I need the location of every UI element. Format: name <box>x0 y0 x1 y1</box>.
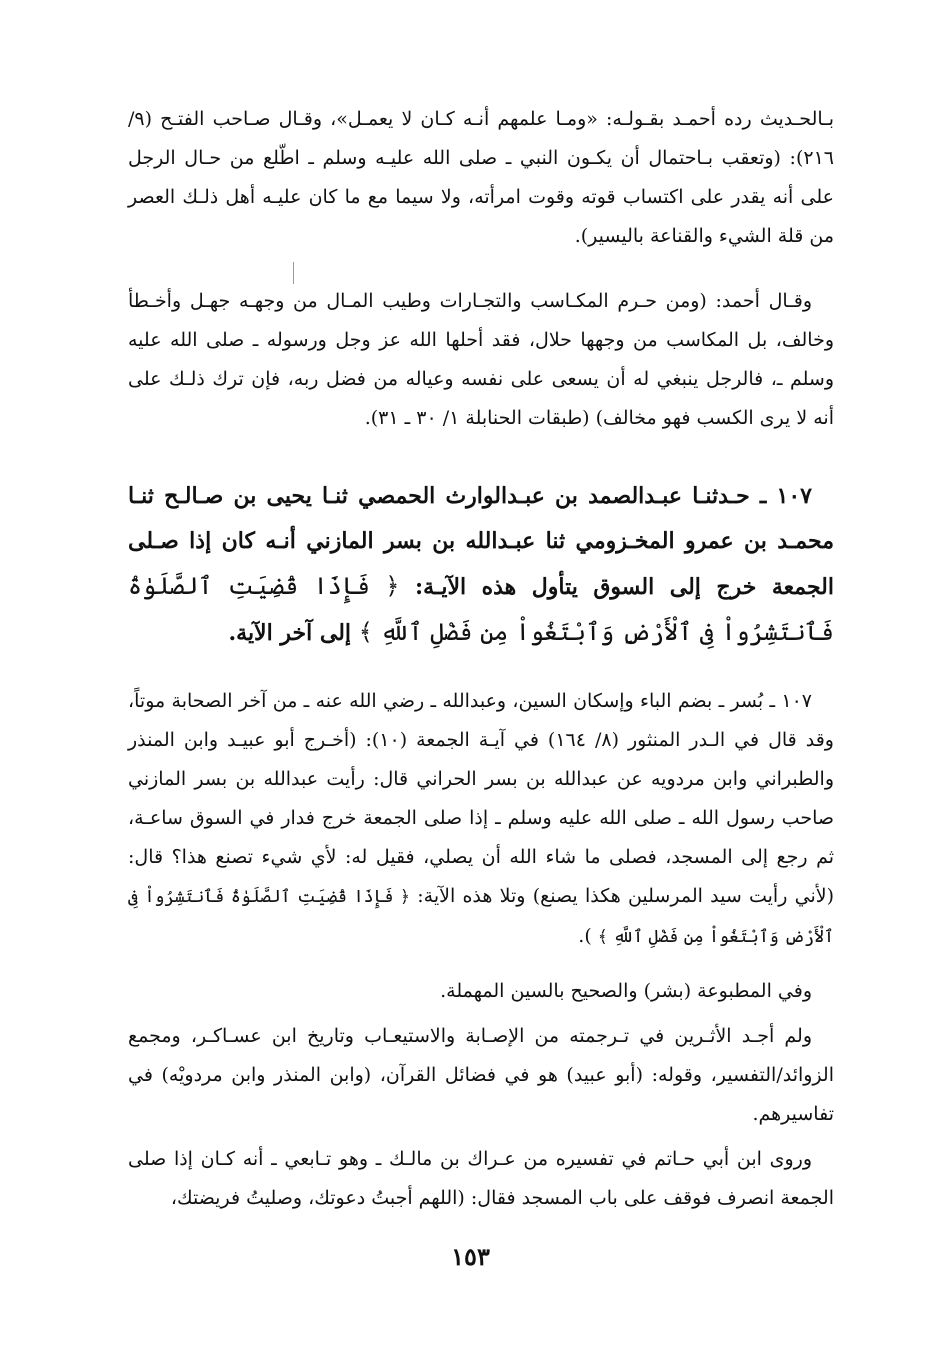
quran-verse: ﴿ فَإِذَا قُضِيَتِ ٱلصَّلَوٰةُ فَٱنتَشِرُواْ فِى ٱلْأَرْضِ وَٱبْتَغُواْ مِن فَضْلِ ٱللَّهِ ﴾ <box>128 572 834 646</box>
paragraph-text: ولم أجـد الأثـرين في تـرجمته من الإصـابة والاستيعـاب وتاريخ ابن عسـاكـر، ومجمع الزوائد/التفسير، وقوله: (أبو عبيد) هو في فضائل القرآن، (وابن المنذر وابن مردويْه) في تفاسيرهم. <box>128 1025 834 1125</box>
hadith-107 <box>128 474 834 656</box>
print-mark <box>293 262 294 284</box>
footnote-ending: ). <box>578 925 592 947</box>
hadith-text <box>128 474 834 656</box>
footnote-text <box>128 682 834 957</box>
footnote-body: ١٠٧ ـ بُسر ـ بضم الباء وإسكان السين، وعبدالله ـ رضي الله عنه ـ من آخر الصحابة موتاً، وقد قال في الـدر المنثور (٨/ ١٦٤) في آيـة الجمعة (١٠): (أخـرج أبو عبيـد وابن المنذر والطبراني وابن مردويه عن عبدالله بن بسر الحراني قال: رأيت عبدالله بن بسر المازني صاحب رسول الله ـ صلى الله عليه وسلم ـ إذا صلى الجمعة خرج فدار في السوق ساعـة، ثم رجع إلى المسجد، فصلى ما شاء الله أن يصلي، فقيل له: لأي شيء تصنع هذا؟ قال: (لأني رأيت سيد المرسلين هكذا يصنع) وتلا هذه الآية: <box>128 690 834 907</box>
quran-verse-inline: ﴿ فَإِذَا قُضِيَتِ ٱلصَّلَوٰةُ فَٱنتَشِرُواْ فِى ٱلْأَرْضِ وَٱبْتَغُواْ مِن فَضْلِ ٱللَّهِ ﴾ <box>128 887 834 947</box>
paragraph-sources <box>128 1017 834 1134</box>
footnote-107 <box>128 682 834 957</box>
page-number: ١٥٣ <box>451 1242 490 1271</box>
paragraph-continuation <box>128 100 834 256</box>
paragraph-text: وفي المطبوعة (بشر) والصحيح بالسين المهملة. <box>440 980 812 1002</box>
paragraph-ahmad-quote <box>128 282 834 438</box>
paragraph-ibn-abi-hatim <box>128 1140 834 1218</box>
hadith-chain: ١٠٧ ـ حـدثنـا عبـدالصمد بن عبـدالوارث الحمصي ثنـا يحيى بن صـالـح ثنـا محمـد بن عمرو المخـزومي ثنا عبـدالله بن بسر المازني أنـه كان إذا صـلى الجمعة خرج إلى السوق يتأول هذه الآيـة: <box>128 483 834 600</box>
paragraph-text: بـالحـديث رده أحمـد بقـولـه: «ومـا علمهم أنـه كـان لا يعمـل»، وقـال صـاحب الفتـح (٩/ ٢١٦): (وتعقب بـاحتمال أن يكـون النبي ـ صلى الله عليـه وسلم ـ اطّلع من حـال الرجل على أنه يقدر على اكتساب قوته وقوت امرأته، ولا سيما مع ما كان عليـه أهل ذلـك العصر من قلة الشيء والقناعة باليسير). <box>128 108 834 247</box>
hadith-ending: إلى آخر الآية. <box>228 620 352 646</box>
paragraph-text: وروى ابن أبي حـاتم في تفسيره من عـراك بن مالـك ـ وهو تـابعي ـ أنه كـان إذا صلى الجمعة انصرف فوقف على باب المسجد فقال: (اللهم أجبتُ دعوتك، وصليتُ فريضتك، <box>128 1148 834 1209</box>
paragraph-print-note <box>128 972 834 1011</box>
paragraph-text: وقـال أحمد: (ومن حـرم المكـاسب والتجـارات وطيب المـال من وجهـه جهـل وأخـطأ وخالف، بل المكاسب من وجهها حلال، فقد أحلها الله عز وجل ورسوله ـ صلى الله عليه وسلم ـ، فالرجل ينبغي له أن يسعى على نفسه وعياله من فضل ربه، فإن ترك ذلـك على أنه لا يرى الكسب فهو مخالف) (طبقات الحنابلة ١/ ٣٠ ـ ٣١). <box>128 290 834 429</box>
